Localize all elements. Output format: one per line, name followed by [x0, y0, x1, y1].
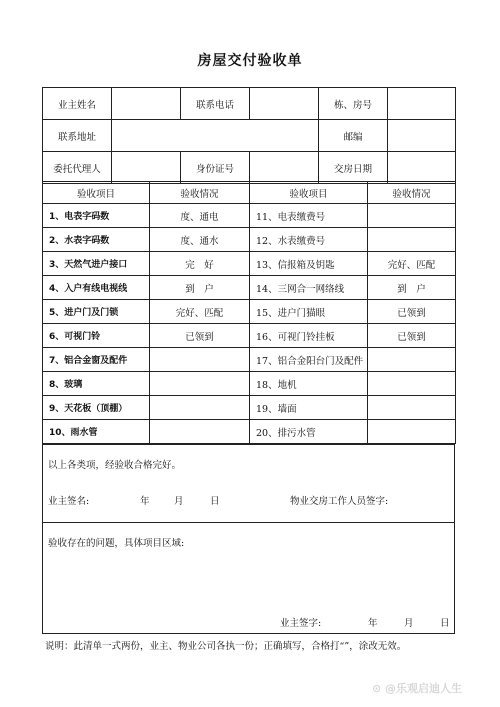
address-field[interactable] — [112, 120, 319, 152]
table-row — [43, 372, 456, 396]
issues-day-label: 日 — [440, 618, 450, 629]
signature-table — [42, 444, 455, 634]
status-header: 验收情况 — [150, 182, 250, 204]
issues-label: 验收存在的问题，具体项目区域: — [48, 538, 185, 549]
owner-name-label: 业主姓名 — [43, 88, 112, 120]
item-label: 15、进户门猫眼 — [250, 300, 368, 324]
table-row — [43, 300, 456, 324]
item-label: 11、电表缴费号 — [250, 204, 368, 228]
contact-phone-field[interactable] — [250, 88, 319, 120]
inspection-items-table — [42, 181, 456, 444]
document-title: 房屋交付验收单 — [197, 53, 303, 69]
item-status[interactable]: 已领到 — [150, 324, 250, 348]
issues-month-label: 月 — [404, 618, 414, 629]
item-label: 19、墙面 — [250, 396, 368, 420]
item-label: 1、电表字码数 — [43, 204, 150, 228]
building-room-label: 栋、房号 — [319, 88, 388, 120]
item-label: 3、天然气进户接口 — [43, 252, 150, 276]
building-room-field[interactable] — [388, 88, 456, 120]
item-status[interactable] — [150, 420, 250, 444]
item-label: 7、铝合金窗及配件 — [43, 348, 150, 372]
agent-field[interactable] — [112, 152, 181, 184]
table-row — [43, 228, 456, 252]
item-status[interactable]: 度、通水 — [150, 228, 250, 252]
acceptance-section — [43, 445, 455, 523]
handover-date-label: 交房日期 — [319, 152, 388, 184]
id-number-field[interactable] — [250, 152, 319, 184]
year-label: 年 — [140, 496, 150, 507]
month-label: 月 — [174, 496, 184, 507]
item-label: 5、进户门及门锁 — [43, 300, 150, 324]
watermark: ⊙ @乐观启迪人生 — [372, 682, 463, 695]
item-status[interactable]: 已领到 — [368, 324, 456, 348]
item-status[interactable] — [368, 396, 456, 420]
item-label: 6、可视门铃 — [43, 324, 150, 348]
item-status[interactable] — [368, 228, 456, 252]
address-label: 联系地址 — [43, 120, 112, 152]
item-status[interactable]: 完好、匹配 — [150, 300, 250, 324]
item-status[interactable]: 完好、匹配 — [368, 252, 456, 276]
table-row — [43, 348, 456, 372]
owner-sign-label: 业主签名: — [48, 496, 90, 507]
item-status[interactable]: 到 户 — [150, 276, 250, 300]
id-number-label: 身份证号 — [181, 152, 250, 184]
item-status[interactable]: 已领到 — [368, 300, 456, 324]
item-status[interactable] — [368, 372, 456, 396]
item-status[interactable] — [150, 396, 250, 420]
item-status[interactable]: 完 好 — [150, 252, 250, 276]
item-label: 12、水表缴费号 — [250, 228, 368, 252]
item-label: 20、排污水管 — [250, 420, 368, 444]
owner-info-table — [42, 87, 456, 184]
agent-label: 委托代理人 — [43, 152, 112, 184]
footnote: 说明：此清单一式两份，业主、物业公司各执一份；正确填写，合格打“”，涂改无效。 — [45, 641, 407, 652]
item-label: 9、天花板（顶棚） — [43, 396, 150, 420]
item-label: 10、雨水管 — [43, 420, 150, 444]
item-status[interactable] — [150, 348, 250, 372]
status-header-2: 验收情况 — [368, 182, 456, 204]
issues-section[interactable] — [43, 523, 455, 634]
item-status[interactable] — [368, 348, 456, 372]
table-row — [43, 276, 456, 300]
item-status[interactable]: 度、通电 — [150, 204, 250, 228]
item-label: 14、三网合一网络线 — [250, 276, 368, 300]
day-label: 日 — [210, 496, 220, 507]
item-label: 8、玻璃 — [43, 372, 150, 396]
table-row — [43, 324, 456, 348]
property-sign-label: 物业交房工作人员签字: — [290, 496, 389, 507]
issues-owner-sign-label: 业主签字: — [280, 618, 322, 629]
item-status[interactable]: 到 户 — [368, 276, 456, 300]
table-row — [43, 204, 456, 228]
item-status[interactable] — [150, 372, 250, 396]
item-label: 18、地机 — [250, 372, 368, 396]
item-header-2: 验收项目 — [250, 182, 368, 204]
item-status[interactable] — [368, 420, 456, 444]
item-header: 验收项目 — [43, 182, 150, 204]
acceptance-statement: 以上各类项，经验收合格完好。 — [48, 460, 182, 471]
owner-name-field[interactable] — [112, 88, 181, 120]
item-label: 16、可视门铃挂板 — [250, 324, 368, 348]
postcode-field[interactable] — [388, 120, 456, 152]
table-row — [43, 252, 456, 276]
table-row — [43, 396, 456, 420]
item-label: 13、信报箱及钥匙 — [250, 252, 368, 276]
issues-year-label: 年 — [368, 618, 378, 629]
item-status[interactable] — [368, 204, 456, 228]
postcode-label: 邮编 — [319, 120, 388, 152]
item-label: 2、水表字码数 — [43, 228, 150, 252]
table-row — [43, 420, 456, 444]
contact-phone-label: 联系电话 — [181, 88, 250, 120]
handover-date-field[interactable] — [388, 152, 456, 184]
item-label: 4、入户有线电视线 — [43, 276, 150, 300]
item-label: 17、铝合金阳台门及配件 — [250, 348, 368, 372]
